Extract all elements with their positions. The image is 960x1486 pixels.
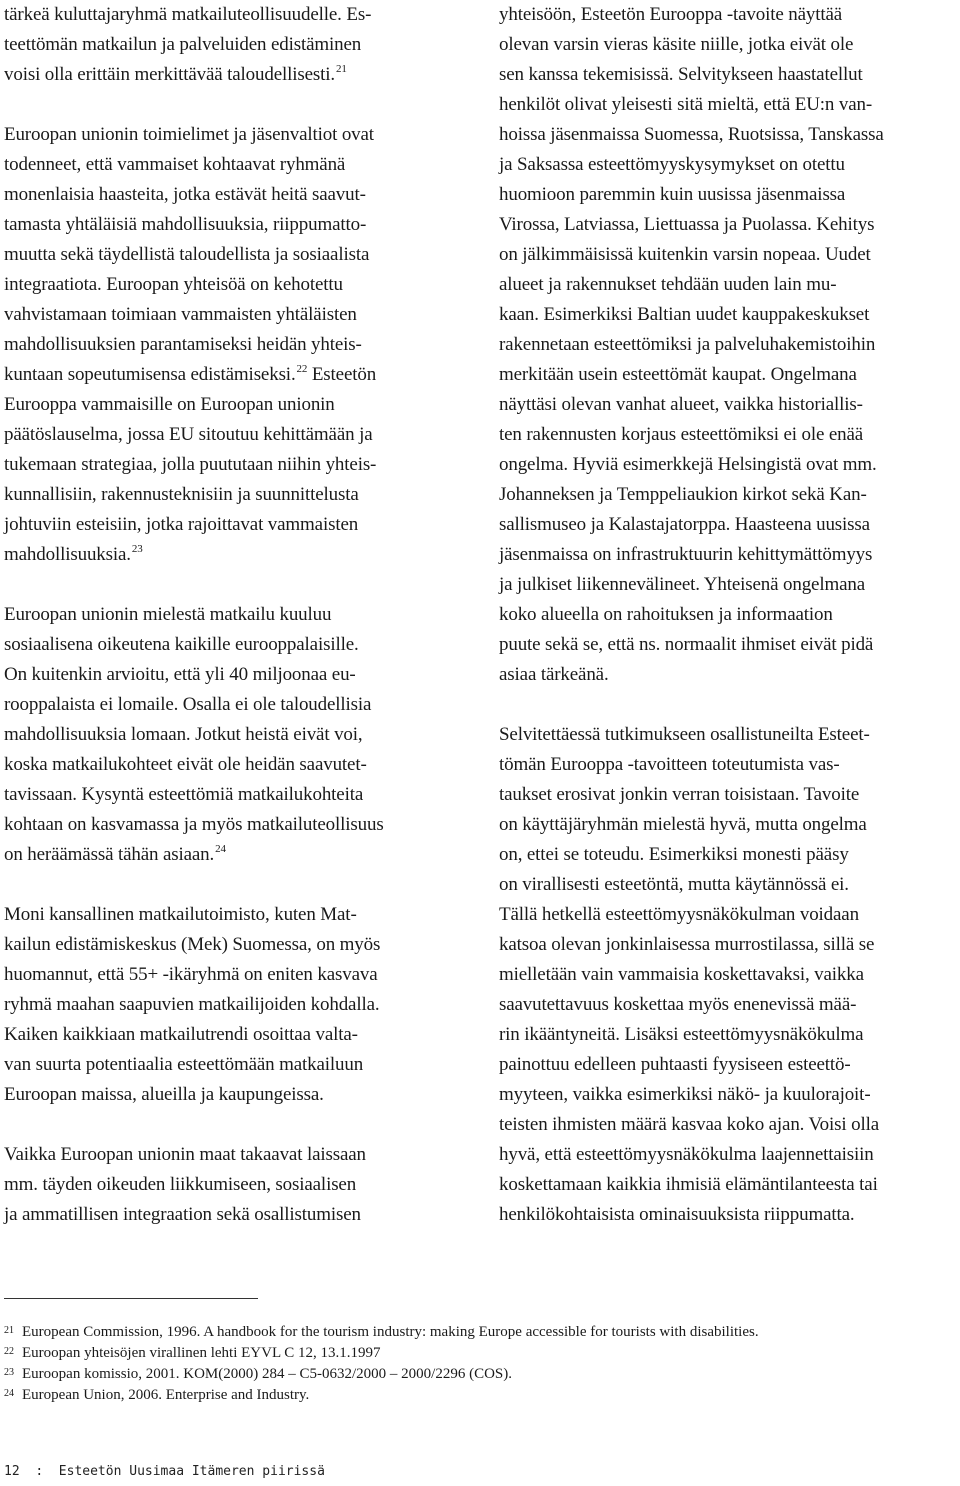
text-line [499, 60, 960, 90]
text-line [4, 1200, 466, 1230]
text-line [4, 600, 466, 630]
text-line [4, 630, 466, 660]
text-line [499, 750, 960, 780]
line-text: tamasta yhtäläisiä mahdollisuuksia, riippumatto- [4, 214, 367, 235]
line-text: kuntaan sopeutumisensa edistämiseksi. [4, 364, 296, 385]
line-text: kaan. Esimerkiksi Baltian uudet kauppakeskukset [499, 304, 870, 325]
line-text: painottuu edelleen puhtaasti fyysiseen esteettö- [499, 1054, 851, 1075]
text-line [4, 120, 466, 150]
line-text: tavissaan. Kysyntä esteettömiä matkailukohteita [4, 784, 364, 805]
text-line [4, 30, 466, 60]
line-text: muutta sekä täydellistä taloudellista ja sosiaalista [4, 244, 370, 265]
line-text: myyteen, vaikka esimerkiksi näkö- ja kuulorajoit- [499, 1084, 871, 1105]
line-text: mahdollisuuksien parantamiseksi heidän yhteis- [4, 334, 362, 355]
line-text: Selvitettäessä tutkimukseen osallistuneilta Esteet- [499, 724, 870, 745]
text-line [499, 660, 960, 690]
line-text: on käyttäjäryhmän mielestä hyvä, mutta ongelma [499, 814, 867, 835]
text-line [4, 720, 466, 750]
paragraph-gap [4, 90, 466, 120]
right-text-column [499, 0, 960, 1230]
footnote-reference: 24 [215, 843, 226, 855]
line-text: mm. täyden oikeuden liikkumiseen, sosiaalisen [4, 1174, 357, 1195]
line-text: on, ettei se toteudu. Esimerkiksi monesti pääsy [499, 844, 849, 865]
line-text: tukemaan strategiaa, jolla puututaan niihin yhteis- [4, 454, 377, 475]
line-text: jäsenmaissa on infrastruktuurin kehittymättömyys [499, 544, 873, 565]
text-line [4, 990, 466, 1020]
left-text-column [4, 0, 466, 1230]
text-line [499, 420, 960, 450]
text-line [4, 450, 466, 480]
line-text: rin ikääntyneitä. Lisäksi esteettömyysnäkökulma [499, 1024, 864, 1045]
text-line [4, 420, 466, 450]
line-text: kohtaan on kasvamassa ja myös matkailuteollisuus [4, 814, 384, 835]
text-line [4, 1170, 466, 1200]
footnote-item [4, 1343, 960, 1364]
text-line [4, 510, 466, 540]
footnote-number: 24 [4, 1388, 14, 1399]
line-text: van suurta potentiaalia esteettömään matkailuun [4, 1054, 364, 1075]
line-text: ryhmä maahan saapuvien matkailijoiden kohdalla. [4, 994, 380, 1015]
text-line [499, 390, 960, 420]
line-text: sallismuseo ja Kalastajatorppa. Haasteena uusissa [499, 514, 870, 535]
line-text: mielletään vain vammaisia koskettavaksi, vaikka [499, 964, 864, 985]
text-line [499, 780, 960, 810]
footnote-number: 23 [4, 1367, 14, 1378]
paragraph-gap [4, 1110, 466, 1140]
line-text: teettömän matkailun ja palveluiden edistäminen [4, 34, 362, 55]
footnote-text: Euroopan yhteisöjen virallinen lehti EYVL C 12, 13.1.1997 [22, 1345, 381, 1361]
text-line [4, 660, 466, 690]
line-text: Virossa, Latviassa, Liettuassa ja Puolassa. Kehitys [499, 214, 875, 235]
text-line [4, 810, 466, 840]
text-line [4, 1050, 466, 1080]
line-text: johtuviin esteisiin, jotka rajoittavat vammaisten [4, 514, 359, 535]
line-text: koskettamaan kaikkia ihmisiä elämäntilanteesta tai [499, 1174, 878, 1195]
footnote-reference: 23 [131, 543, 143, 555]
text-line [499, 930, 960, 960]
footnote-item [4, 1322, 960, 1343]
line-text: kailun edistämiskeskus (Mek) Suomessa, on myös [4, 934, 381, 955]
text-line [4, 270, 466, 300]
text-line [499, 300, 960, 330]
text-line [4, 690, 466, 720]
text-line [4, 1020, 466, 1050]
text-line [499, 30, 960, 60]
line-text: todenneet, että vammaiset kohtaavat ryhmänä [4, 154, 346, 175]
line-text: ten rakennusten korjaus esteettömiksi ei ole enää [499, 424, 864, 445]
line-text: henkilökohtaisista ominaisuuksista riippumatta. [499, 1204, 855, 1225]
text-line [499, 0, 960, 30]
text-line [499, 570, 960, 600]
text-line [499, 540, 960, 570]
line-text: henkilöt olivat yleisesti sitä mieltä, että EU:n van- [499, 94, 873, 115]
text-line [499, 180, 960, 210]
footnote-text: European Union, 2006. Enterprise and Industry. [22, 1387, 310, 1403]
line-text: voisi olla erittäin merkittävää taloudellisesti. [4, 64, 336, 85]
line-text: kunnallisiin, rakennusteknisiin ja suunnittelusta [4, 484, 359, 505]
text-line [499, 1050, 960, 1080]
line-text: integraatiota. Euroopan yhteisöä on kehotettu [4, 274, 343, 295]
line-text: puute sekä se, että ns. normaalit ihmiset eivät pidä [499, 634, 874, 655]
text-line [499, 1140, 960, 1170]
footnote-number: 21 [4, 1325, 14, 1336]
page-number: 12 [4, 1464, 20, 1479]
line-text: näyttäsi olevan vanhat alueet, vaikka historiallis- [499, 394, 863, 415]
line-text: ongelma. Hyviä esimerkkejä Helsingistä ovat mm. [499, 454, 877, 475]
text-line [4, 960, 466, 990]
text-line [4, 390, 466, 420]
line-text: on virallisesti esteetöntä, mutta käytännössä ei. [499, 874, 849, 895]
footnote-reference: 22 [296, 363, 308, 375]
text-line [4, 150, 466, 180]
footnote-item [4, 1364, 960, 1385]
line-text: on heräämässä tähän asiaan. [4, 844, 215, 865]
line-text: koska matkailukohteet eivät ole heidän saavutet- [4, 754, 367, 775]
line-text: monenlaisia haasteita, jotka estävät heitä saavut- [4, 184, 366, 205]
line-text: rooppalaista ei lomaile. Osalla ei ole taloudellisia [4, 694, 372, 715]
line-text: Euroopan maissa, alueilla ja kaupungeissa. [4, 1084, 324, 1105]
text-line [499, 630, 960, 660]
text-line [499, 120, 960, 150]
line-text: saavutettavuus koskettaa myös enenevissä mää- [499, 994, 857, 1015]
line-text: mahdollisuuksia. [4, 544, 131, 565]
footnote-number: 22 [4, 1346, 14, 1357]
line-text: Kaiken kaikkiaan matkailutrendi osoittaa valta- [4, 1024, 358, 1045]
line-text: hyvä, että esteettömyysnäkökulma laajennettaisiin [499, 1144, 874, 1165]
text-line [499, 1170, 960, 1200]
text-line [4, 840, 466, 870]
text-line [499, 870, 960, 900]
line-text: olevan varsin vieras käsite niille, jotka eivät ole [499, 34, 854, 55]
text-line [499, 330, 960, 360]
footnote-text: European Commission, 1996. A handbook for the tourism industry: making Europe accessible for tourists with disabilities. [22, 1324, 759, 1340]
text-line [4, 540, 466, 570]
line-text: huomioon paremmin kuin uusissa jäsenmaissa [499, 184, 846, 205]
text-line [499, 720, 960, 750]
line-text: Johanneksen ja Temppeliaukion kirkot sekä Kan- [499, 484, 867, 505]
text-line [4, 780, 466, 810]
text-line [499, 450, 960, 480]
page-footer [4, 1464, 325, 1480]
line-text: ja julkiset liikennevälineet. Yhteisenä ongelmana [499, 574, 866, 595]
text-line [4, 240, 466, 270]
paragraph-gap [4, 870, 466, 900]
line-text: alueet ja rakennukset tehdään uuden lain mu- [499, 274, 837, 295]
text-line [4, 1140, 466, 1170]
text-line [499, 240, 960, 270]
footnote-item [4, 1385, 960, 1406]
text-line [4, 360, 466, 390]
text-line [4, 930, 466, 960]
line-text: katsoa olevan jonkinlaisessa murrostilassa, sillä se [499, 934, 875, 955]
text-line [4, 180, 466, 210]
footer-separator: : [35, 1464, 44, 1479]
line-text: sen kanssa tekemisissä. Selvitykseen haastatellut [499, 64, 863, 85]
line-text: ja Saksassa esteettömyyskysymykset on otettu [499, 154, 845, 175]
text-line [4, 210, 466, 240]
text-line [499, 210, 960, 240]
line-text: päätöslauselma, jossa EU sitoutuu kehittämään ja [4, 424, 373, 445]
line-text: Euroopan unionin toimielimet ja jäsenvaltiot ovat [4, 124, 374, 145]
footnote-text: Euroopan komissio, 2001. KOM(2000) 284 – C5-0632/2000 – 2000/2296 (COS). [22, 1366, 512, 1382]
line-text: Vaikka Euroopan unionin maat takaavat laissaan [4, 1144, 366, 1165]
text-line [499, 990, 960, 1020]
line-text: Euroopan unionin mielestä matkailu kuuluu [4, 604, 332, 625]
line-text: ja ammatillisen integraation sekä osallistumisen [4, 1204, 361, 1225]
footnote-divider [4, 1298, 258, 1299]
text-line [4, 1080, 466, 1110]
line-text: koko alueella on rahoituksen ja informaation [499, 604, 833, 625]
text-line [499, 150, 960, 180]
text-line [499, 900, 960, 930]
line-text: Moni kansallinen matkailutoimisto, kuten Mat- [4, 904, 357, 925]
text-line [499, 1080, 960, 1110]
line-text: yhteisöön, Esteetön Eurooppa -tavoite näyttää [499, 4, 843, 25]
text-line [499, 510, 960, 540]
line-text: merkitään usein esteettömät kaupat. Ongelmana [499, 364, 857, 385]
text-line [4, 330, 466, 360]
line-text: mahdollisuuksia lomaan. Jotkut heistä eivät voi, [4, 724, 363, 745]
text-line [499, 960, 960, 990]
text-line [499, 360, 960, 390]
publication-title: Esteetön Uusimaa Itämeren piirissä [58, 1464, 325, 1479]
text-line [4, 60, 466, 90]
line-text: asiaa tärkeänä. [499, 664, 609, 685]
line-text: huomannut, että 55+ -ikäryhmä on eniten kasvava [4, 964, 378, 985]
footnotes [4, 1322, 960, 1406]
text-line [4, 750, 466, 780]
line-text: tömän Eurooppa -tavoitteen toteutumista vas- [499, 754, 840, 775]
paragraph-gap [499, 690, 960, 720]
line-text: on jälkimmäisissä kuitenkin varsin nopeaa. Uudet [499, 244, 871, 265]
line-text-continued: Esteetön [307, 364, 377, 385]
text-line [4, 300, 466, 330]
text-line [499, 270, 960, 300]
text-line [4, 0, 466, 30]
text-line [499, 1200, 960, 1230]
line-text: hoissa jäsenmaissa Suomessa, Ruotsissa, Tanskassa [499, 124, 884, 145]
line-text: teisten ihmisten määrä kasvaa koko ajan. Voisi olla [499, 1114, 880, 1135]
line-text: taukset erosivat jonkin verran toisistaan. Tavoite [499, 784, 860, 805]
text-line [4, 900, 466, 930]
text-line [499, 480, 960, 510]
text-line [499, 600, 960, 630]
text-line [499, 1020, 960, 1050]
line-text: tärkeä kuluttajaryhmä matkailuteollisuudelle. Es- [4, 4, 372, 25]
line-text: Tällä hetkellä esteettömyysnäkökulman voidaan [499, 904, 859, 925]
line-text: vahvistamaan toimiaan vammaisten yhtäläisten [4, 304, 357, 325]
line-text: sosiaalisena oikeutena kaikille eurooppalaisille. [4, 634, 359, 655]
line-text: On kuitenkin arvioitu, että yli 40 miljoonaa eu- [4, 664, 356, 685]
text-line [499, 1110, 960, 1140]
text-line [499, 810, 960, 840]
line-text: rakennetaan esteettömiksi ja palveluhakemistoihin [499, 334, 876, 355]
line-text: Eurooppa vammaisille on Euroopan unionin [4, 394, 335, 415]
footnote-reference: 21 [336, 63, 347, 75]
text-line [4, 480, 466, 510]
text-line [499, 90, 960, 120]
paragraph-gap [4, 570, 466, 600]
text-line [499, 840, 960, 870]
